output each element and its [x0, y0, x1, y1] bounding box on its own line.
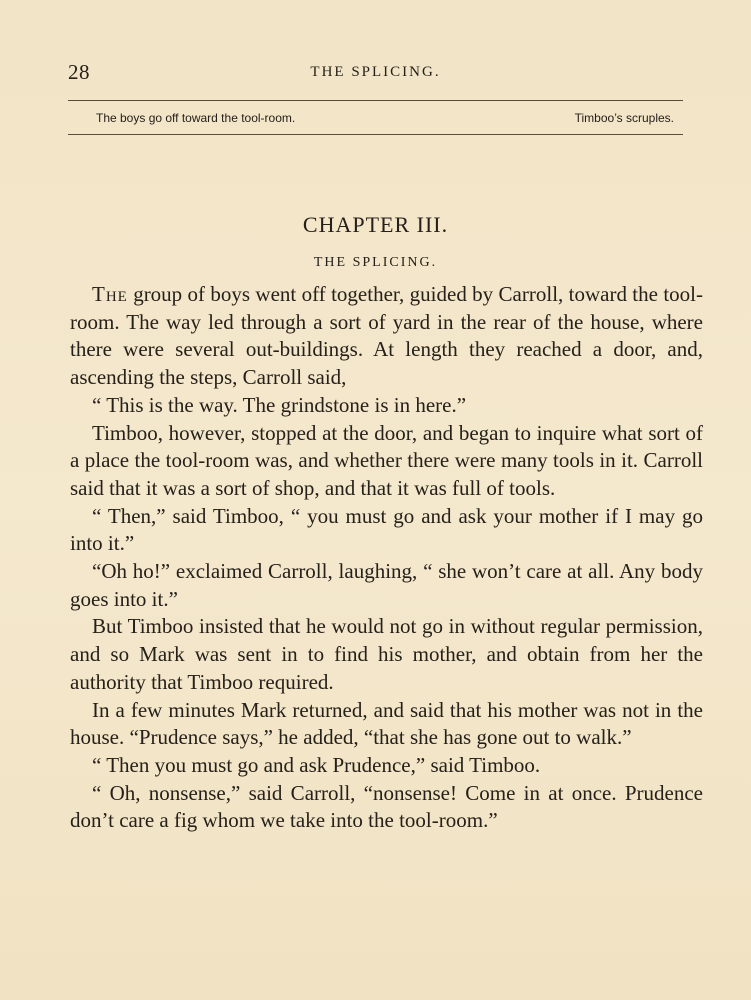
sidenote-left: The boys go off toward the tool-room.: [96, 111, 296, 125]
paragraph-text: Timboo, however, stopped at the door, and began to inquire what sort of a place the tool-room was, and whether there were many tools in it. Carroll said that it was a sort of shop, and that it was full of tools.: [70, 420, 703, 500]
paragraph: [70, 780, 703, 835]
page-number: 28: [68, 60, 90, 84]
paragraph: [70, 558, 703, 613]
paragraph: [70, 503, 703, 558]
paragraph: [70, 613, 703, 696]
paragraph-text: group of boys went off together, guided by Carroll, toward the tool-room. The way led through a sort of yard in the rear of the house, where there were several out-buildings. At length they reached a door, and, ascending the steps, Carroll said,: [70, 282, 703, 390]
header-rule-top: [68, 100, 683, 101]
paragraph-text: “ Oh, nonsense,” said Carroll, “nonsense! Come in at once. Prudence don’t care a fig whom we take into the tool-room.”: [70, 780, 703, 833]
paragraph-text: In a few minutes Mark returned, and said that his mother was not in the house. “Prudence says,” he added, “that she has gone out to walk.”: [70, 697, 703, 750]
paragraph-lead: The: [92, 282, 128, 306]
paragraph: [70, 697, 703, 752]
paragraph-text: But Timboo insisted that he would not go in without regular permission, and so Mark was sent in to find his mother, and obtain from her the authority that Timboo required.: [70, 614, 703, 694]
paragraph: [70, 392, 703, 420]
running-head: [68, 60, 683, 86]
paragraph-text: “Oh ho!” exclaimed Carroll, laughing, “ she won’t care at all. Any body goes into it.”: [70, 559, 703, 611]
paragraph: [70, 420, 703, 503]
sidenote-right: Timboo’s scruples.: [574, 111, 674, 125]
paragraph-text: “ Then,” said Timboo, “ you must go and ask your mother if I may go into it.”: [70, 503, 703, 556]
paragraph: [70, 752, 703, 780]
chapter-subtitle: THE SPLICING.: [313, 255, 438, 270]
body-text: [70, 281, 703, 835]
paragraph: [70, 281, 703, 392]
running-title: THE SPLICING.: [310, 64, 441, 80]
paragraph-text: “ This is the way. The grindstone is in here.”: [92, 392, 467, 417]
chapter-title: CHAPTER III.: [302, 212, 449, 237]
header-rule-bottom: [68, 134, 683, 135]
paragraph-text: “ Then you must go and ask Prudence,” said Timboo.: [92, 752, 541, 777]
